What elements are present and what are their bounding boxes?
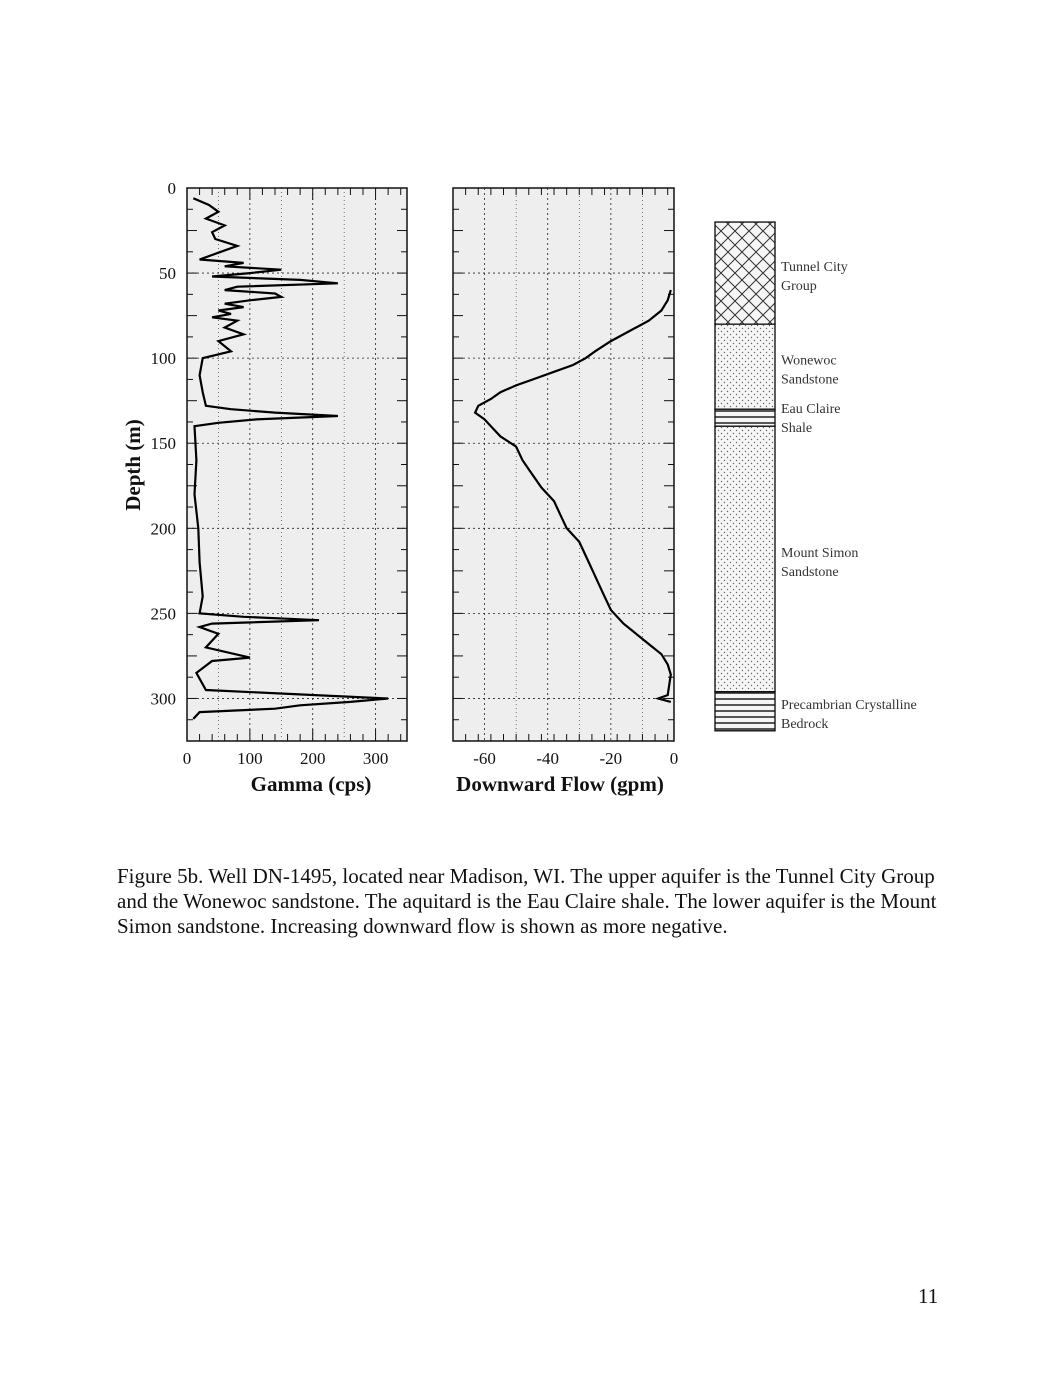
page-number: 11	[918, 1284, 939, 1308]
depth-tick-label: 150	[150, 434, 176, 454]
depth-tick-label: 250	[150, 604, 176, 624]
strat-unit-name: Wonewoc	[781, 353, 837, 369]
strat-unit-pattern	[715, 324, 775, 409]
strat-unit-name-2: Bedrock	[781, 717, 829, 733]
strat-unit	[715, 692, 917, 733]
x-tick-label: 100	[237, 749, 263, 768]
strat-unit-pattern	[715, 692, 775, 731]
strat-unit-name-2: Group	[781, 279, 817, 295]
gamma-x-tick-labels	[183, 749, 389, 768]
strat-unit-name: Tunnel City	[781, 260, 848, 276]
x-tick-label: -60	[473, 749, 496, 768]
strat-unit-pattern	[715, 426, 775, 691]
strat-unit	[715, 324, 839, 409]
depth-tick-label: 200	[150, 519, 176, 539]
depth-tick-labels	[151, 179, 177, 708]
strat-unit-name: Mount Simon	[781, 545, 859, 561]
strat-unit-pattern	[715, 222, 775, 324]
gamma-plot-area	[187, 188, 407, 741]
strat-unit-name: Eau Claire	[781, 402, 841, 418]
x-tick-label: -20	[599, 749, 623, 768]
flow-plot-area	[453, 188, 674, 741]
x-tick-label: 200	[299, 749, 326, 768]
figure-caption: Figure 5b. Well DN-1495, located near Madison, WI. The upper aquifer is the Tunnel City Group and the Wonewoc sandstone. The aquitard is the Eau Claire shale. The lower aquifer is the Mount Simon sandstone. Increasing downward flow is shown as more negative.	[117, 864, 937, 938]
depth-tick-label: 300	[150, 689, 176, 709]
gamma-axis-title: Gamma (cps)	[250, 772, 372, 796]
depth-axis-title: Depth (m)	[121, 419, 145, 511]
depth-tick-label: 50	[159, 264, 176, 284]
flow-panel	[453, 188, 678, 796]
flow-axis-title: Downward Flow (gpm)	[456, 772, 664, 796]
strat-unit-name-2: Shale	[781, 421, 813, 437]
strat-unit-name: Precambrian Crystalline	[781, 698, 917, 714]
x-tick-label: 0	[669, 749, 679, 768]
depth-tick-label: 0	[167, 179, 176, 198]
strat-unit-pattern	[715, 409, 775, 426]
gamma-panel	[121, 179, 407, 796]
flow-x-tick-labels	[473, 749, 678, 768]
x-tick-label: -40	[536, 749, 560, 768]
depth-tick-label: 100	[150, 349, 176, 369]
stratigraphic-column	[715, 222, 917, 732]
strat-unit	[715, 426, 858, 691]
strat-unit-name-2: Sandstone	[781, 564, 839, 580]
strat-unit-name-2: Sandstone	[781, 372, 839, 388]
strat-unit	[715, 222, 848, 324]
x-tick-label: 0	[182, 749, 192, 768]
x-tick-label: 300	[362, 749, 389, 768]
